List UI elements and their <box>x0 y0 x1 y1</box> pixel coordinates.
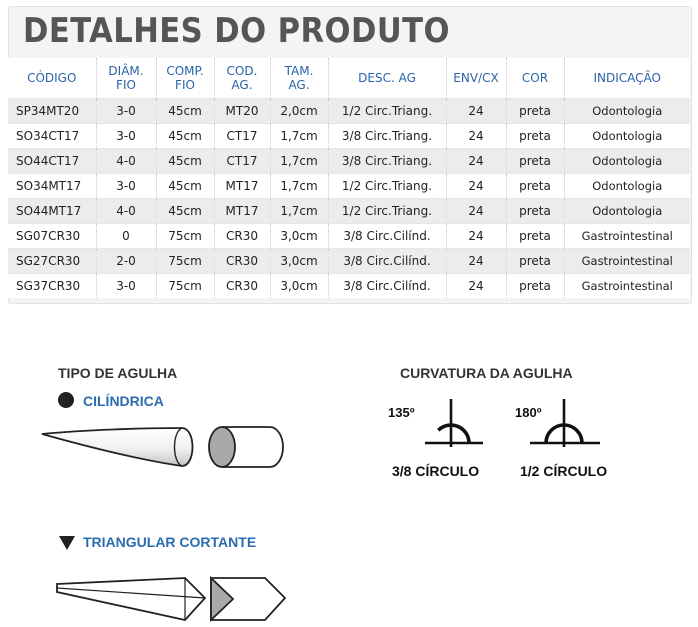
column-header: DIÂM. FIO <box>96 58 156 99</box>
table-cell: 45cm <box>156 199 214 224</box>
table-cell: 1/2 Circ.Triang. <box>328 199 446 224</box>
table-cell: 3/8 Circ.Cilínd. <box>328 224 446 249</box>
table-cell: SG07CR30 <box>8 224 96 249</box>
table-cell: MT17 <box>214 199 270 224</box>
cylindrical-needle-illustration <box>40 422 198 470</box>
table-cell: 24 <box>446 99 506 124</box>
table-cell: 24 <box>446 149 506 174</box>
table-cell: preta <box>506 124 564 149</box>
column-header: COD. AG. <box>214 58 270 99</box>
page-title: DETALHES DO PRODUTO <box>23 11 450 51</box>
table-cell: CT17 <box>214 124 270 149</box>
table-cell: 3/8 Circ.Cilínd. <box>328 274 446 299</box>
table-row <box>8 124 690 149</box>
triangular-needle-illustration <box>55 576 207 622</box>
triangular-bullet-icon <box>58 535 76 551</box>
table-cell: 24 <box>446 124 506 149</box>
table-cell: 1,7cm <box>270 124 328 149</box>
table-cell: 1,7cm <box>270 174 328 199</box>
table-row <box>8 199 690 224</box>
table-cell: 2,0cm <box>270 99 328 124</box>
table-body <box>8 99 690 299</box>
table-cell: MT17 <box>214 174 270 199</box>
table-cell: SO44CT17 <box>8 149 96 174</box>
column-header: ENV/CX <box>446 58 506 99</box>
column-header: TAM. AG. <box>270 58 328 99</box>
table-cell: 45cm <box>156 124 214 149</box>
table-cell: 75cm <box>156 249 214 274</box>
table-cell: 0 <box>96 224 156 249</box>
table-cell: 75cm <box>156 224 214 249</box>
table-row <box>8 274 690 299</box>
table-cell: 45cm <box>156 174 214 199</box>
table-cell: 45cm <box>156 149 214 174</box>
table-cell: preta <box>506 199 564 224</box>
table-cell: 3,0cm <box>270 224 328 249</box>
table-cell: CR30 <box>214 224 270 249</box>
column-header: DESC. AG <box>328 58 446 99</box>
table-cell: 4-0 <box>96 199 156 224</box>
table-cell: CR30 <box>214 249 270 274</box>
table-cell: 24 <box>446 274 506 299</box>
table-cell: Odontologia <box>564 124 690 149</box>
table-cell: preta <box>506 274 564 299</box>
table-cell: 1,7cm <box>270 149 328 174</box>
table-cell: SO34CT17 <box>8 124 96 149</box>
table-cell: 24 <box>446 249 506 274</box>
table-cell: 1/2 Circ.Triang. <box>328 174 446 199</box>
table-cell: 24 <box>446 224 506 249</box>
angle-135-label: 135º <box>388 405 415 420</box>
table-cell: CR30 <box>214 274 270 299</box>
table-cell: preta <box>506 224 564 249</box>
table-cell: 75cm <box>156 274 214 299</box>
table-cell: 3,0cm <box>270 249 328 274</box>
table-cell: 3,0cm <box>270 274 328 299</box>
table-cell: 3-0 <box>96 99 156 124</box>
table-cell: preta <box>506 99 564 124</box>
table-row <box>8 99 690 124</box>
table-row <box>8 149 690 174</box>
table-cell: Gastrointestinal <box>564 274 690 299</box>
table-cell: MT20 <box>214 99 270 124</box>
table-cell: Odontologia <box>564 199 690 224</box>
column-header: COR <box>506 58 564 99</box>
table-cell: 3-0 <box>96 174 156 199</box>
cylindrical-bullet-icon <box>58 392 74 408</box>
table-cell: 24 <box>446 174 506 199</box>
table-cell: SG37CR30 <box>8 274 96 299</box>
product-spec-table <box>8 58 690 298</box>
table-cell: Odontologia <box>564 149 690 174</box>
table-cell: SP34MT20 <box>8 99 96 124</box>
table-cell: 45cm <box>156 99 214 124</box>
cylindrical-label: CILÍNDRICA <box>83 393 164 409</box>
table-cell: Odontologia <box>564 174 690 199</box>
table-header-row <box>8 58 690 99</box>
table-cell: Gastrointestinal <box>564 249 690 274</box>
table-row <box>8 224 690 249</box>
table-cell: Odontologia <box>564 99 690 124</box>
column-header: CÓDIGO <box>8 58 96 99</box>
table-cell: 4-0 <box>96 149 156 174</box>
table-cell: SO44MT17 <box>8 199 96 224</box>
column-header: INDICAÇÃO <box>564 58 690 99</box>
table-cell: 1,7cm <box>270 199 328 224</box>
table-cell: preta <box>506 149 564 174</box>
table-cell: 3/8 Circ.Triang. <box>328 124 446 149</box>
circle-1-2-label: 1/2 CÍRCULO <box>520 463 608 479</box>
table-cell: preta <box>506 249 564 274</box>
curvature-3-8-circle-diagram <box>425 397 487 449</box>
cylindrical-cross-section-icon <box>200 424 286 470</box>
table-cell: 24 <box>446 199 506 224</box>
table-cell: SO34MT17 <box>8 174 96 199</box>
table-cell: preta <box>506 174 564 199</box>
triangular-cross-section-icon <box>205 576 287 622</box>
table-cell: 3/8 Circ.Cilínd. <box>328 249 446 274</box>
table-cell: Gastrointestinal <box>564 224 690 249</box>
triangular-cutting-label: TRIANGULAR CORTANTE <box>83 534 257 550</box>
circle-3-8-label: 3/8 CÍRCULO <box>392 463 480 479</box>
needle-type-title: TIPO DE AGULHA <box>58 365 178 381</box>
angle-180-label: 180º <box>515 405 542 420</box>
table-cell: 1/2 Circ.Triang. <box>328 99 446 124</box>
table-cell: 2-0 <box>96 249 156 274</box>
table-cell: CT17 <box>214 149 270 174</box>
curvature-title: CURVATURA DA AGULHA <box>400 365 573 381</box>
table-cell: SG27CR30 <box>8 249 96 274</box>
table-cell: 3-0 <box>96 124 156 149</box>
column-header: COMP. FIO <box>156 58 214 99</box>
table-row <box>8 174 690 199</box>
table-cell: 3/8 Circ.Triang. <box>328 149 446 174</box>
table-row <box>8 249 690 274</box>
table-cell: 3-0 <box>96 274 156 299</box>
